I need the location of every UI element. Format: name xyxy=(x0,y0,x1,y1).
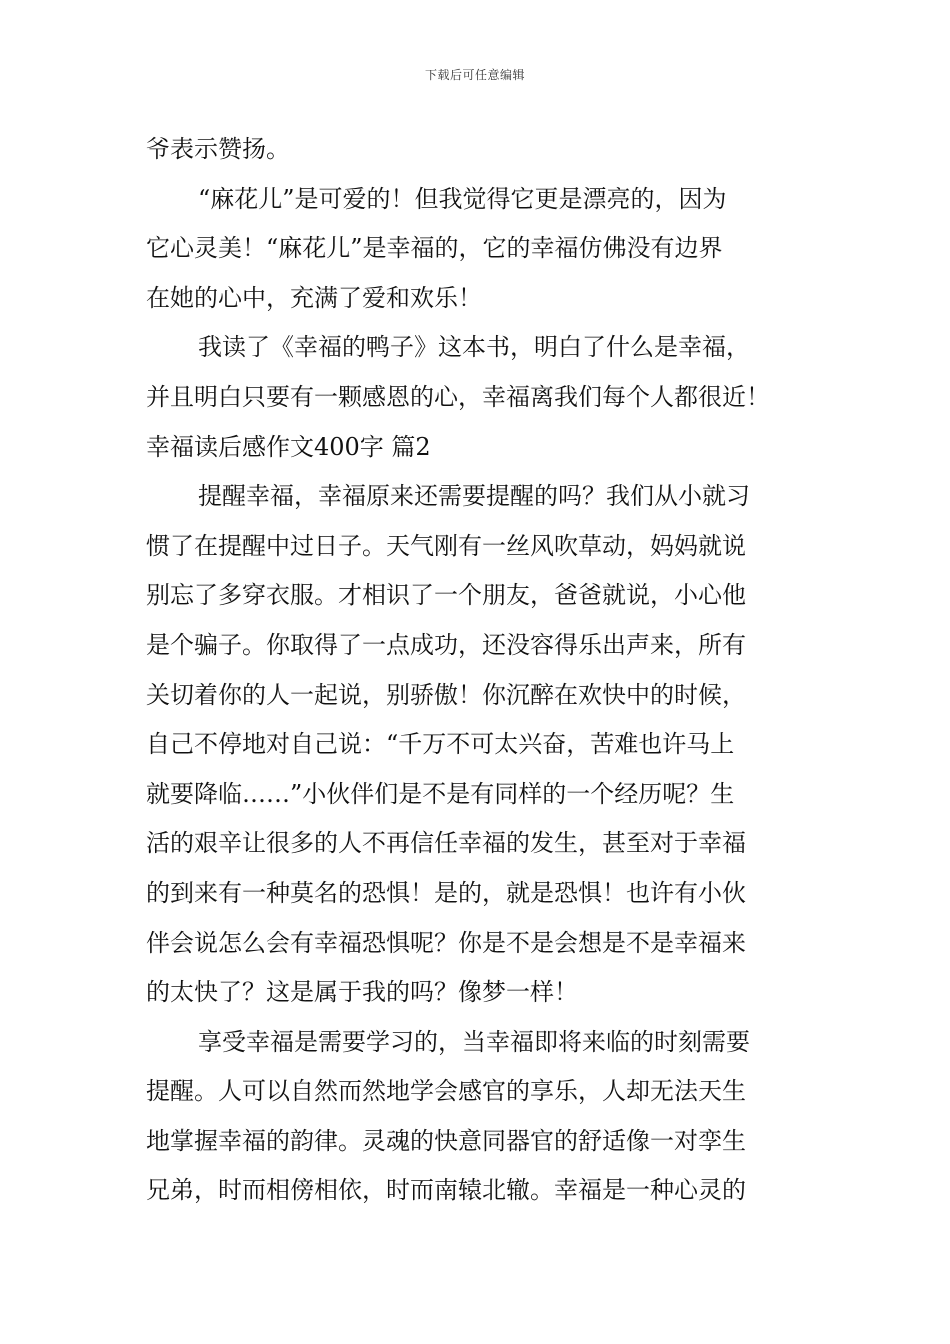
text-line: 并且明白只要有一颗感恩的心，幸福离我们每个人都很近！ xyxy=(146,382,770,411)
text-line: 在她的心中，充满了爱和欢乐！ xyxy=(146,283,482,312)
text-line: 它心灵美！“麻花儿”是幸福的，它的幸福仿佛没有边界 xyxy=(146,234,723,263)
text-line: 提醒幸福，幸福原来还需要提醒的吗？我们从小就习 xyxy=(198,482,750,511)
text-line: 兄弟，时而相傍相依，时而南辕北辙。幸福是一种心灵的 xyxy=(146,1176,746,1205)
text-line: 关切着你的人一起说，别骄傲！你沉醉在欢快中的时候， xyxy=(146,680,746,709)
text-line: 伴会说怎么会有幸福恐惧呢？你是不是会想是不是幸福来 xyxy=(146,928,746,957)
text-line: 幸福读后感作文400字 篇2 xyxy=(146,432,431,461)
text-line: 自己不停地对自己说：“千万不可太兴奋，苦难也许马上 xyxy=(146,730,735,759)
document-body xyxy=(146,125,810,1216)
page-header-note: 下载后可任意编辑 xyxy=(424,68,525,82)
text-line: 我读了《幸福的鸭子》这本书，明白了什么是幸福， xyxy=(198,333,750,362)
text-line: “麻花儿”是可爱的！但我觉得它更是漂亮的，因为 xyxy=(198,184,727,213)
text-line: 的到来有一种莫名的恐惧！是的，就是恐惧！也许有小伙 xyxy=(146,878,746,907)
text-line: 地掌握幸福的韵律。灵魂的快意同器官的舒适像一对孪生 xyxy=(146,1126,746,1155)
text-line: 就要降临……”小伙伴们是不是有同样的一个经历呢？生 xyxy=(146,779,735,808)
text-line: 是个骗子。你取得了一点成功，还没容得乐出声来，所有 xyxy=(146,630,746,659)
text-line: 爷表示赞扬。 xyxy=(146,135,290,163)
text-line: 享受幸福是需要学习的，当幸福即将来临的时刻需要 xyxy=(198,1027,750,1056)
text-line: 提醒。人可以自然而然地学会感官的享乐，人却无法天生 xyxy=(146,1077,746,1106)
text-line: 惯了在提醒中过日子。天气刚有一丝风吹草动，妈妈就说 xyxy=(146,531,746,560)
text-line: 活的艰辛让很多的人不再信任幸福的发生，甚至对于幸福 xyxy=(146,829,746,858)
text-line: 的太快了？这是属于我的吗？像梦一样！ xyxy=(146,978,578,1007)
text-line: 别忘了多穿衣服。才相识了一个朋友，爸爸就说，小心他 xyxy=(146,581,746,610)
